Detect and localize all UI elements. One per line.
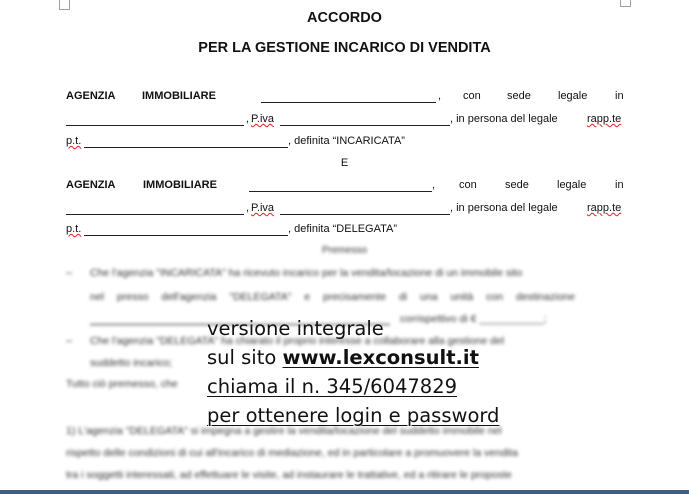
blurred-line: tra i soggetti interessati, ad effettuare le visite, ad instaurare le trattative, ed a ritirare le proposte (66, 469, 512, 481)
party2-line3: p.t. , definita “DELEGATA” (66, 223, 398, 235)
notice-line-3: chiama il n. 345/6047829 (207, 375, 458, 398)
page-corner-marker (59, 0, 70, 10)
notice-line-2: sul sito www.lexconsult.it (207, 346, 479, 369)
e-separator: E (340, 157, 349, 169)
blank-field[interactable] (66, 115, 244, 126)
bullet-dash: – (66, 335, 73, 347)
access-notice (207, 314, 499, 430)
blank-field[interactable] (84, 137, 288, 148)
blank-field[interactable] (280, 204, 450, 215)
blurred-line: nel presso dell'agenzia "DELEGATA" e precisamente di una unità con destinazione (90, 291, 575, 303)
blank-field[interactable] (280, 115, 450, 126)
document-subtitle: PER LA GESTIONE INCARICO DI VENDITA (198, 40, 491, 56)
blank-field[interactable] (261, 92, 436, 103)
blank-field[interactable] (84, 225, 288, 236)
blurred-line: corrispettivo di € ___________; (400, 313, 547, 325)
blurred-line: Che l'agenzia "INCARICATA" ha ricevuto incarico per la vendita/locazione di un immobile sito (90, 267, 523, 279)
party1-line3: p.t. , definita “INCARICATA” (66, 135, 405, 147)
party2-line2: , P.iva , in persona del legale rapp.te (66, 202, 627, 218)
notice-line-4: per ottenere login e password (207, 404, 500, 427)
party1-line2: , P.iva , in persona del legale rapp.te (66, 113, 627, 129)
site-link[interactable]: www.lexconsult.it (282, 346, 479, 369)
agenzia-label: AGENZIA (66, 90, 116, 102)
window-bottom-bar (0, 490, 689, 494)
party2-line1: AGENZIA IMMOBILIARE , con sede legale in (66, 179, 624, 191)
premesso-heading: Premesso (321, 245, 367, 256)
blurred-line: suddetto incarico; (90, 357, 173, 369)
document-title: ACCORDO (307, 10, 382, 26)
blank-field[interactable] (249, 181, 432, 192)
notice-line-1: versione integrale (207, 317, 384, 340)
blank-field[interactable] (66, 204, 244, 215)
bullet-dash: – (66, 267, 73, 279)
blurred-line: Tutto ciò premesso, che (66, 378, 178, 390)
blurred-line: Che l'agenzia "DELEGATA" ha chiarato il proprio interesse a collaborare alla gestione del (90, 335, 505, 347)
immobiliare-label: IMMOBILIARE (142, 90, 216, 102)
blurred-line: rispetto delle condizioni di cui all'incarico di mediazione, ed in particolare a promuovere la vendita (66, 447, 519, 459)
blurred-line: 1) L'agenzia "DELEGATA" si impegna a gestire la vendita/locazione del suddetto immobile nel (66, 425, 502, 437)
page-corner-marker (620, 0, 631, 7)
party1-line1: AGENZIA IMMOBILIARE , con sede legale in (66, 90, 624, 102)
